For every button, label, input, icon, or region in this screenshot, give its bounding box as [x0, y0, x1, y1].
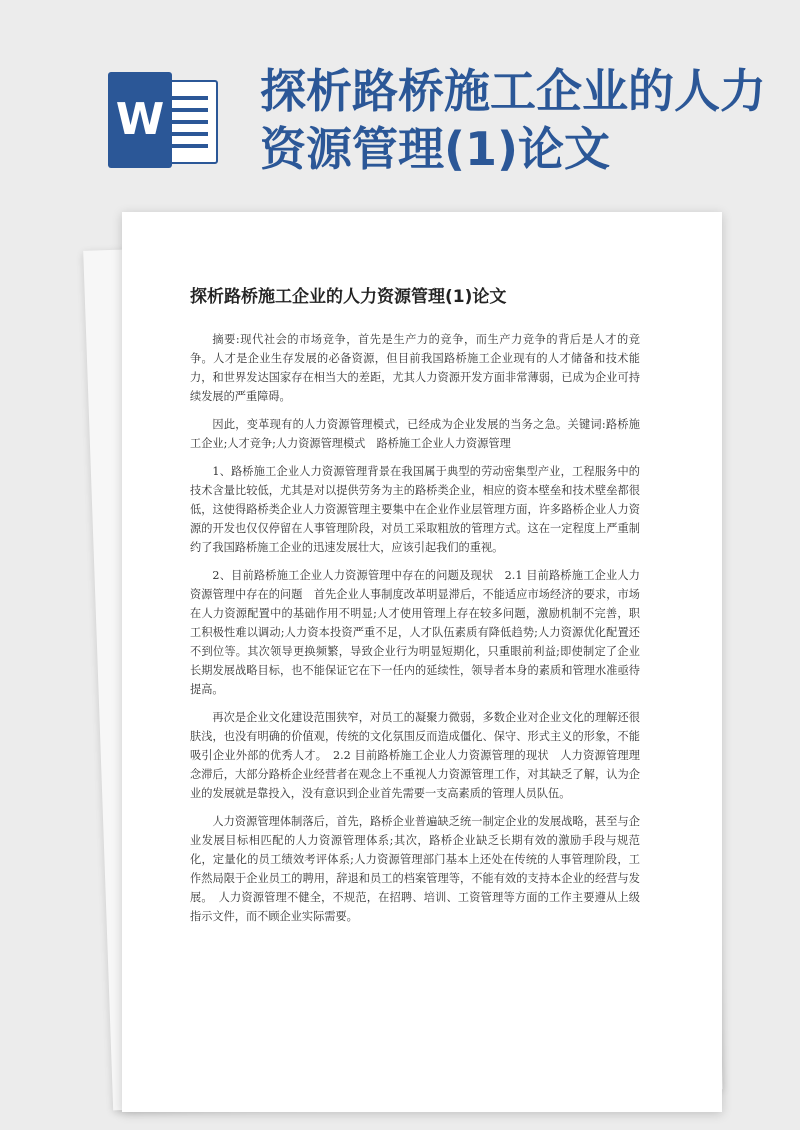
paragraph-section-1: 1、路桥施工企业人力资源管理背景在我国属于典型的劳动密集型产业，工程服务中的技术含量比较低，尤其是对以提供劳务为主的路桥类企业，相应的资本壁垒和技术壁垒都很低，这使得路桥类企业人力资源管理主要集中在企业作业层管理方面，许多路桥企业人力资源的开发也仅仅停留在人事管理阶段，对员工采取粗放的管理方式。这在一定程度上严重制约了我国路桥施工企业的迅速发展壮大，应该引起我们的重视。 [190, 465, 640, 554]
header [0, 0, 800, 200]
document-page [122, 212, 722, 1112]
word-icon [108, 72, 220, 168]
paragraph-section-2-cont: 再次是企业文化建设范围狭窄，对员工的凝聚力微弱，多数企业对企业文化的理解还很肤浅，也没有明确的价值观，传统的文化氛围反而造成僵化、保守、形式主义的形象，不能吸引企业外部的优秀人才。 2.2 目前路桥施工企业人力资源管理的现状 人力资源管理理念滞后，大部分路桥企业经营者在观念上不重视人力资源管理工作，对其缺乏了解，认为企业的发展就是靠投入，没有意识到企业首先需要一支高素质的管理人员队伍。 [190, 711, 640, 800]
page-title: 探析路桥施工企业的人力资源管理(1)论文 [260, 64, 766, 176]
paragraph-abstract: 摘要:现代社会的市场竞争，首先是生产力的竞争，而生产力竞争的背后是人才的竞争。人才是企业生存发展的必备资源，但目前我国路桥施工企业现有的人才储备和技术能力，和世界发达国家存在相当大的差距，尤其人力资源开发方面非常薄弱，已成为企业可持续发展的严重障碍。 [190, 333, 640, 403]
paragraph-section-2: 2、目前路桥施工企业人力资源管理中存在的问题及现状 2.1 目前路桥施工企业人力资源管理中存在的问题 首先企业人事制度改革明显滞后，不能适应市场经济的要求，市场在人力资源配置中的基础作用不明显;人才使用管理上存在较多问题，激励机制不完善，职工积极性难以调动;人力资本投资严重不足，人才队伍素质有降低趋势;人力资源优化配置还不到位等。其次领导更换频繁，导致企业行为明显短期化，只重眼前利益;即使制定了企业长期发展战略目标，也不能保证它在下一任内的延续性，领导者本身的素质和管理水准亟待提高。 [190, 569, 640, 696]
document-body [190, 330, 640, 935]
document-title: 探析路桥施工企业的人力资源管理(1)论文 [190, 287, 507, 307]
paragraph-keywords: 因此，变革现有的人力资源管理模式，已经成为企业发展的当务之急。关键词:路桥施工企业;人才竞争;人力资源管理模式 路桥施工企业人力资源管理 [190, 418, 640, 450]
word-icon-letter: W [108, 72, 172, 168]
paragraph-section-2-end: 人力资源管理体制落后，首先，路桥企业普遍缺乏统一制定企业的发展战略，甚至与企业发展目标相匹配的人力资源管理体系;其次，路桥企业缺乏长期有效的激励手段与规范化，定量化的员工绩效考评体系;人力资源管理部门基本上还处在传统的人事管理阶段，工作然局限于企业员工的聘用，辞退和员工的档案管理等，不能有效的支持本企业的经营与发展。 人力资源管理不健全，不规范，在招聘、培训、工资管理等方面的工作主要遵从上级指示文件，而不顾企业实际需要。 [190, 815, 640, 923]
